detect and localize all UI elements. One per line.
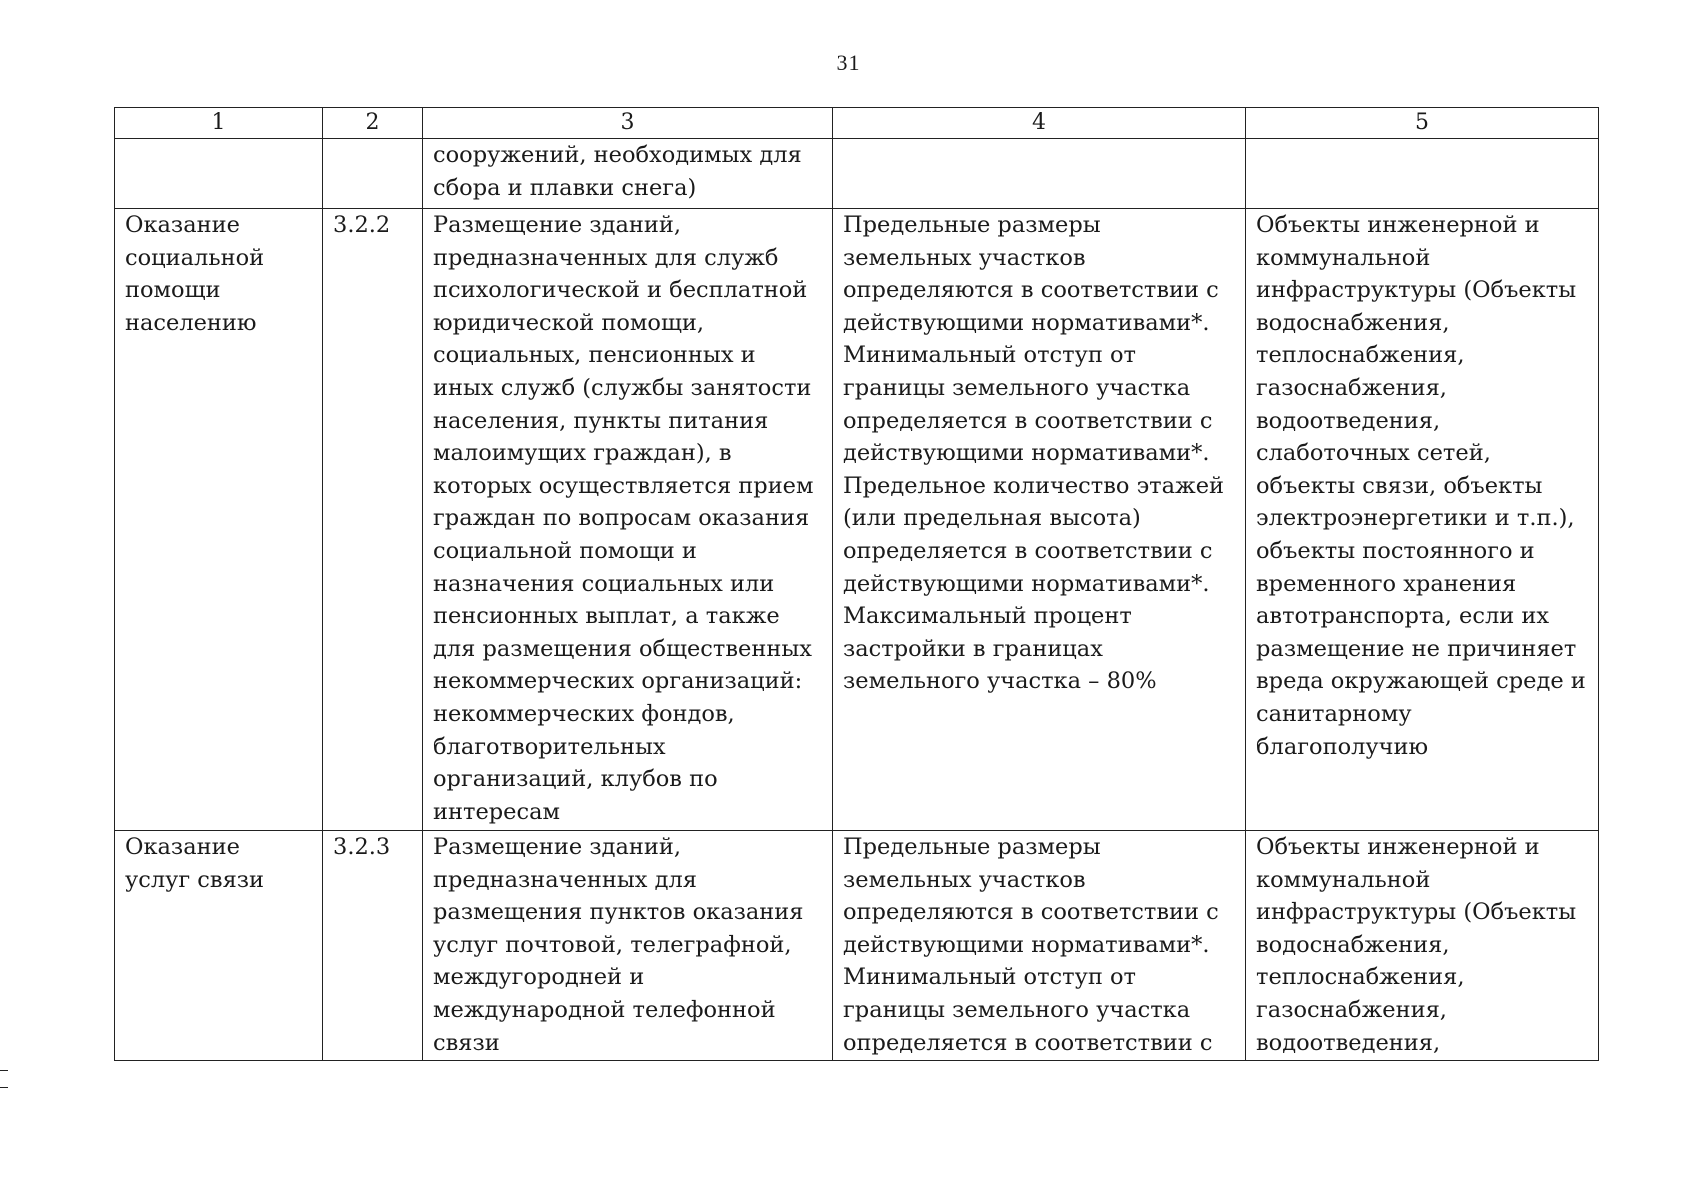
table-cell-auxiliary-uses: [1246, 139, 1599, 209]
zoning-table: [114, 107, 1599, 1061]
column-header-1: 1: [115, 108, 323, 139]
table-cell-description: Размещение зданий, предназначенных для размещения пунктов оказания услуг почтовой, телеграфной, междугородней и международной телефонной связи: [423, 831, 833, 1061]
table-row: [115, 831, 1599, 1061]
table-cell-description: Размещение зданий, предназначенных для служб психологической и бесплатной юридической помощи, социальных, пенсионных и иных служб (службы занятости населения, пункты питания малоимущих граждан), в которых осуществляется прием граждан по вопросам оказания социальной помощи и назначения социальных или пенсионных выплат, а также для размещения общественных некоммерческих организаций: некоммерческих фондов, благотворительных организаций, клубов по интересам: [423, 209, 833, 831]
table-row: [115, 209, 1599, 831]
table-cell-auxiliary-uses: Объекты инженерной и коммунальной инфраструктуры (Объекты водоснабжения, теплоснабжения, газоснабжения, водоотведения,: [1246, 831, 1599, 1061]
table-cell-parameters: Предельные размеры земельных участков определяются в соответствии с действующими нормативами*. Минимальный отступ от границы земельного участка определяется в соответствии с: [833, 831, 1246, 1061]
margin-mark: [0, 1070, 8, 1088]
table-cell-use-name: Оказание социальной помощи населению: [115, 209, 323, 831]
table-header-row: [115, 108, 1599, 139]
table-row: [115, 139, 1599, 209]
table-cell-code: [323, 139, 423, 209]
table-cell-use-name: [115, 139, 323, 209]
column-header-2: 2: [323, 108, 423, 139]
table-cell-parameters: [833, 139, 1246, 209]
table-cell-description: сооружений, необходимых для сбора и плавки снега): [423, 139, 833, 209]
table-cell-code: 3.2.2: [323, 209, 423, 831]
column-header-3: 3: [423, 108, 833, 139]
column-header-4: 4: [833, 108, 1246, 139]
page-number: 31: [836, 50, 861, 75]
column-header-5: 5: [1246, 108, 1599, 139]
table-cell-parameters: Предельные размеры земельных участков определяются в соответствии с действующими нормативами*. Минимальный отступ от границы земельного участка определяется в соответствии с действующими нормативами*. Предельное количество этажей (или предельная высота) определяется в соответствии с действующими нормативами*. Максимальный процент застройки в границах земельного участка – 80%: [833, 209, 1246, 831]
table-cell-auxiliary-uses: Объекты инженерной и коммунальной инфраструктуры (Объекты водоснабжения, теплоснабжения, газоснабжения, водоотведения, слаботочных сетей, объекты связи, объекты электроэнергетики и т.п.), объекты постоянного и временного хранения автотранспорта, если их размещение не причиняет вреда окружающей среде и санитарному благополучию: [1246, 209, 1599, 831]
table-cell-use-name: Оказание услуг связи: [115, 831, 323, 1061]
table-cell-code: 3.2.3: [323, 831, 423, 1061]
